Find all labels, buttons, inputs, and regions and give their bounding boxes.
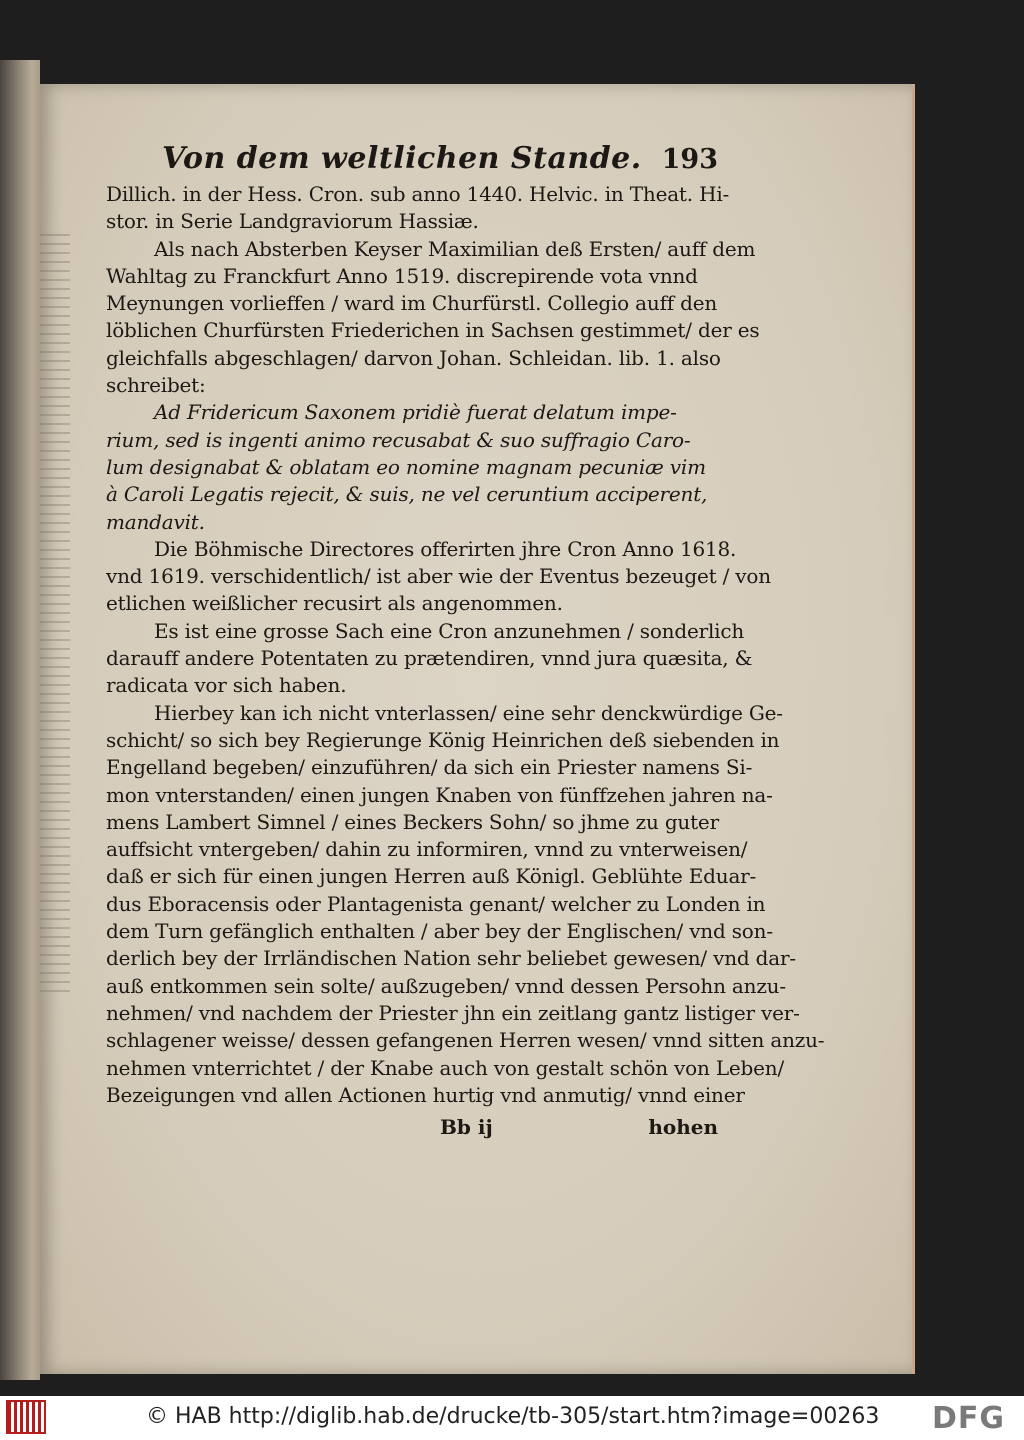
text-line: derlich bey der Irrländischen Nation sehr beliebet gewesen/ vnd dar- xyxy=(106,946,796,971)
text-line: Als nach Absterben Keyser Maximilian deß Ersten/ auff dem xyxy=(154,236,756,261)
book-left-edge xyxy=(0,60,40,1380)
attribution-link[interactable]: © HAB http://diglib.hab.de/drucke/tb-305/start.htm?image=00263 xyxy=(146,1404,880,1429)
text-line: lum designabat & oblatam eo nomine magnam pecuniæ vim xyxy=(106,454,706,479)
page-header xyxy=(162,142,718,177)
text-line: Engelland begeben/ einzuführen/ da sich ein Priester namens Si- xyxy=(106,755,753,780)
text-line: vnd 1619. verschidentlich/ ist aber wie der Eventus bezeuget / von xyxy=(106,564,771,589)
text-line: rium, sed is ingenti animo recusabat & suo suffragio Caro- xyxy=(106,427,691,452)
text-line: Ad Fridericum Saxonem pridiè fuerat delatum impe- xyxy=(154,400,677,425)
text-line: mon vnterstanden/ einen jungen Knaben von fünffzehen jahren na- xyxy=(106,782,773,807)
text-line: dus Eboracensis oder Plantagenista genant/ welcher zu Londen in xyxy=(106,891,766,916)
text-line: daß er sich für einen jungen Herren auß Königl. Geblühte Eduar- xyxy=(106,864,757,889)
text-line: Hierbey kan ich nicht vnterlassen/ eine sehr denckwürdige Ge- xyxy=(154,700,783,725)
text-line: löblichen Churfürsten Friederichen in Sachsen gestimmet/ der es xyxy=(106,318,760,343)
text-line: Dillich. in der Hess. Cron. sub anno 1440. Helvic. in Theat. Hi- xyxy=(106,182,730,206)
text-line: schlagener weisse/ dessen gefangenen Herren wesen/ vnnd sitten anzu- xyxy=(106,1028,825,1053)
text-line: schicht/ so sich bey Regierunge König Heinrichen deß siebenden in xyxy=(106,727,780,752)
text-line: Die Böhmische Directores offerirten jhre Cron Anno 1618. xyxy=(154,536,737,561)
text-line: nehmen vnterrichtet / der Knabe auch von gestalt schön von Leben/ xyxy=(106,1055,785,1080)
text-line: darauff andere Potentaten zu prætendiren, vnnd jura quæsita, & xyxy=(106,646,753,671)
text-line: mandavit. xyxy=(106,509,205,534)
signature-mark: Bb ij xyxy=(440,1115,493,1140)
text-line: Bezeigungen vnd allen Actionen hurtig vnd anmutig/ vnnd einer xyxy=(106,1082,745,1107)
page-gutter-shadow xyxy=(40,234,70,994)
book-page xyxy=(40,84,915,1374)
text-line: à Caroli Legatis rejecit, & suis, ne vel ceruntium acciperent, xyxy=(106,482,708,507)
catchword: hohen xyxy=(648,1115,718,1140)
text-line: nehmen/ vnd nachdem der Priester jhn ein zeitlang gantz listiger ver- xyxy=(106,1000,800,1025)
text-line: Wahltag zu Franckfurt Anno 1519. discrepirende vota vnnd xyxy=(106,263,698,288)
text-line: schreibet: xyxy=(106,373,206,398)
hab-logo-icon xyxy=(6,1400,46,1434)
text-line: auffsicht vntergeben/ dahin zu informiren, vnnd zu vnterweisen/ xyxy=(106,837,748,862)
page-footer xyxy=(106,1113,718,1141)
text-line: stor. in Serie Landgraviorum Hassiæ. xyxy=(106,209,479,234)
text-line: etlichen weißlicher recusirt als angenommen. xyxy=(106,591,563,616)
text-line: auß entkommen sein solte/ außzugeben/ vnnd dessen Persohn anzu- xyxy=(106,973,786,998)
text-line: gleichfalls abgeschlagen/ darvon Johan. Schleidan. lib. 1. also xyxy=(106,345,721,370)
running-head: Von dem weltlichen Stande. xyxy=(162,141,642,176)
text-line: radicata vor sich haben. xyxy=(106,673,347,698)
page-number: 193 xyxy=(661,144,718,175)
text-line: Es ist eine grosse Sach eine Cron anzunehmen / sonderlich xyxy=(154,618,745,643)
page-text-block xyxy=(106,141,825,1141)
body-text xyxy=(106,181,825,1109)
text-line: Meynungen vorlieffen / ward im Churfürstl. Collegio auff den xyxy=(106,291,718,316)
text-line: dem Turn gefänglich enthalten / aber bey der Englischen/ vnd son- xyxy=(106,919,773,944)
dfg-logo: DFG xyxy=(932,1401,1006,1436)
text-line: mens Lambert Simnel / eines Beckers Sohn/ so jhme zu guter xyxy=(106,809,719,834)
